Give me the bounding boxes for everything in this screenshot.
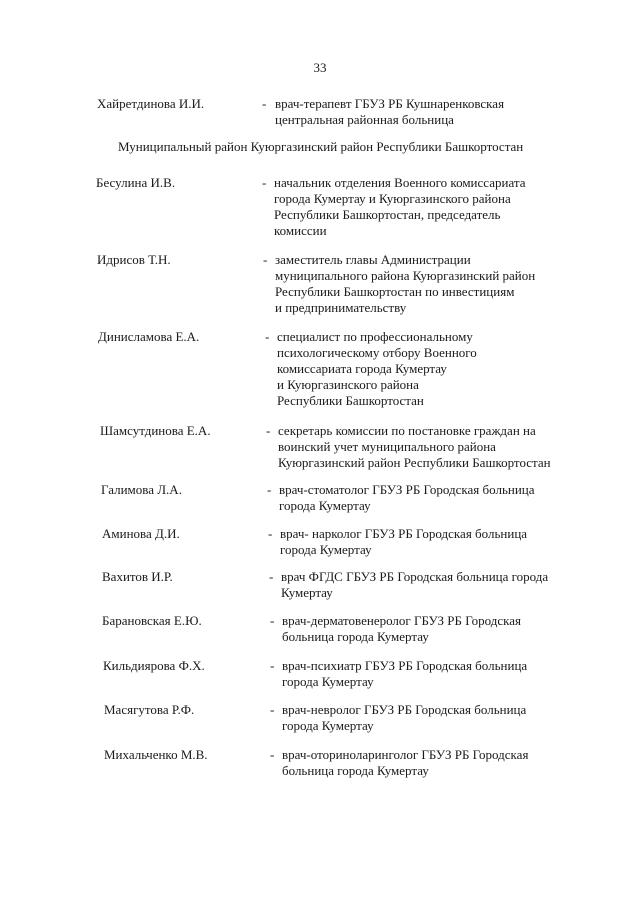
dash: - (269, 569, 274, 584)
role-line: центральная районная больница (275, 112, 454, 127)
role-line: муниципального района Куюргазинский район (275, 268, 536, 283)
role-line: города Кумертау и Куюргазинского района (274, 191, 511, 206)
member-name: Бесулина И.В. (96, 175, 176, 190)
role-line: Республики Башкортостан, председатель (274, 207, 501, 222)
dash: - (270, 702, 275, 717)
member-name: Барановская Е.Ю. (102, 613, 202, 628)
dash: - (263, 252, 268, 267)
member-role (278, 423, 551, 471)
member-name: Михальченко М.В. (104, 747, 208, 762)
role-line: врач-стоматолог ГБУЗ РБ Городская больница (279, 482, 535, 497)
dash: - (270, 658, 275, 673)
role-line: комиссии (274, 223, 327, 238)
role-line: врач-терапевт ГБУЗ РБ Кушнаренковская (275, 96, 505, 111)
dash: - (270, 613, 275, 628)
member-name: Шамсутдинова Е.А. (100, 423, 211, 438)
role-line: комиссариата города Кумертау (277, 361, 447, 376)
role-line: врач ФГДС ГБУЗ РБ Городская больница города (281, 569, 549, 584)
member-name: Идрисов Т.Н. (97, 252, 171, 267)
member-name: Хайретдинова И.И. (97, 96, 205, 111)
role-line: города Кумертау (279, 498, 371, 513)
role-line: и Куюргазинского района (277, 377, 419, 392)
member-name: Кильдиярова Ф.Х. (103, 658, 205, 673)
dash: - (262, 175, 267, 190)
dash: - (262, 96, 267, 111)
member-role (277, 329, 477, 409)
member-role (274, 175, 525, 239)
role-line: начальник отделения Военного комиссариата (274, 175, 526, 190)
role-line: Кумертау (281, 585, 333, 600)
member-name: Аминова Д.И. (102, 526, 180, 541)
role-line: психологическому отбору Военного (277, 345, 477, 360)
role-line: секретарь комиссии по постановке граждан на (278, 423, 536, 438)
role-line: врач-дерматовенеролог ГБУЗ РБ Городская (282, 613, 521, 628)
dash: - (270, 747, 275, 762)
dash: - (266, 423, 271, 438)
role-line: города Кумертау (282, 718, 374, 733)
member-name: Вахитов И.Р. (102, 569, 173, 584)
role-line: Республики Башкортостан (277, 393, 424, 408)
role-line: врач-невролог ГБУЗ РБ Городская больница (282, 702, 527, 717)
role-line: Куюргазинский район Республики Башкортостан (278, 455, 551, 470)
member-role (281, 569, 548, 601)
role-line: Республики Башкортостан по инвестициям (275, 284, 515, 299)
role-line: врач-оториноларинголог ГБУЗ РБ Городская (282, 747, 529, 762)
member-role (275, 96, 504, 128)
member-role (280, 526, 527, 558)
role-line: больница города Кумертау (282, 629, 429, 644)
role-line: врач- нарколог ГБУЗ РБ Городская больница (280, 526, 528, 541)
member-role (282, 702, 526, 734)
dash: - (267, 482, 272, 497)
member-name: Масягутова Р.Ф. (104, 702, 195, 717)
member-name: Галимова Л.А. (101, 482, 182, 497)
page-number: 33 (313, 60, 327, 75)
member-name: Динисламова Е.А. (98, 329, 200, 344)
dash: - (268, 526, 273, 541)
role-line: и предпринимательству (275, 300, 407, 315)
role-line: воинский учет муниципального района (278, 439, 496, 454)
member-role (279, 482, 535, 514)
role-line: заместитель главы Администрации (275, 252, 471, 267)
role-line: города Кумертау (280, 542, 372, 557)
member-role (282, 747, 528, 779)
role-line: больница города Кумертау (282, 763, 429, 778)
member-role (282, 658, 527, 690)
section-heading: Муниципальный район Куюргазинский район Республики Башкортостан (118, 139, 524, 154)
role-line: специалист по профессиональному (277, 329, 473, 344)
member-role (282, 613, 521, 645)
role-line: города Кумертау (282, 674, 374, 689)
member-role (275, 252, 535, 316)
dash: - (265, 329, 270, 344)
role-line: врач-психиатр ГБУЗ РБ Городская больница (282, 658, 528, 673)
